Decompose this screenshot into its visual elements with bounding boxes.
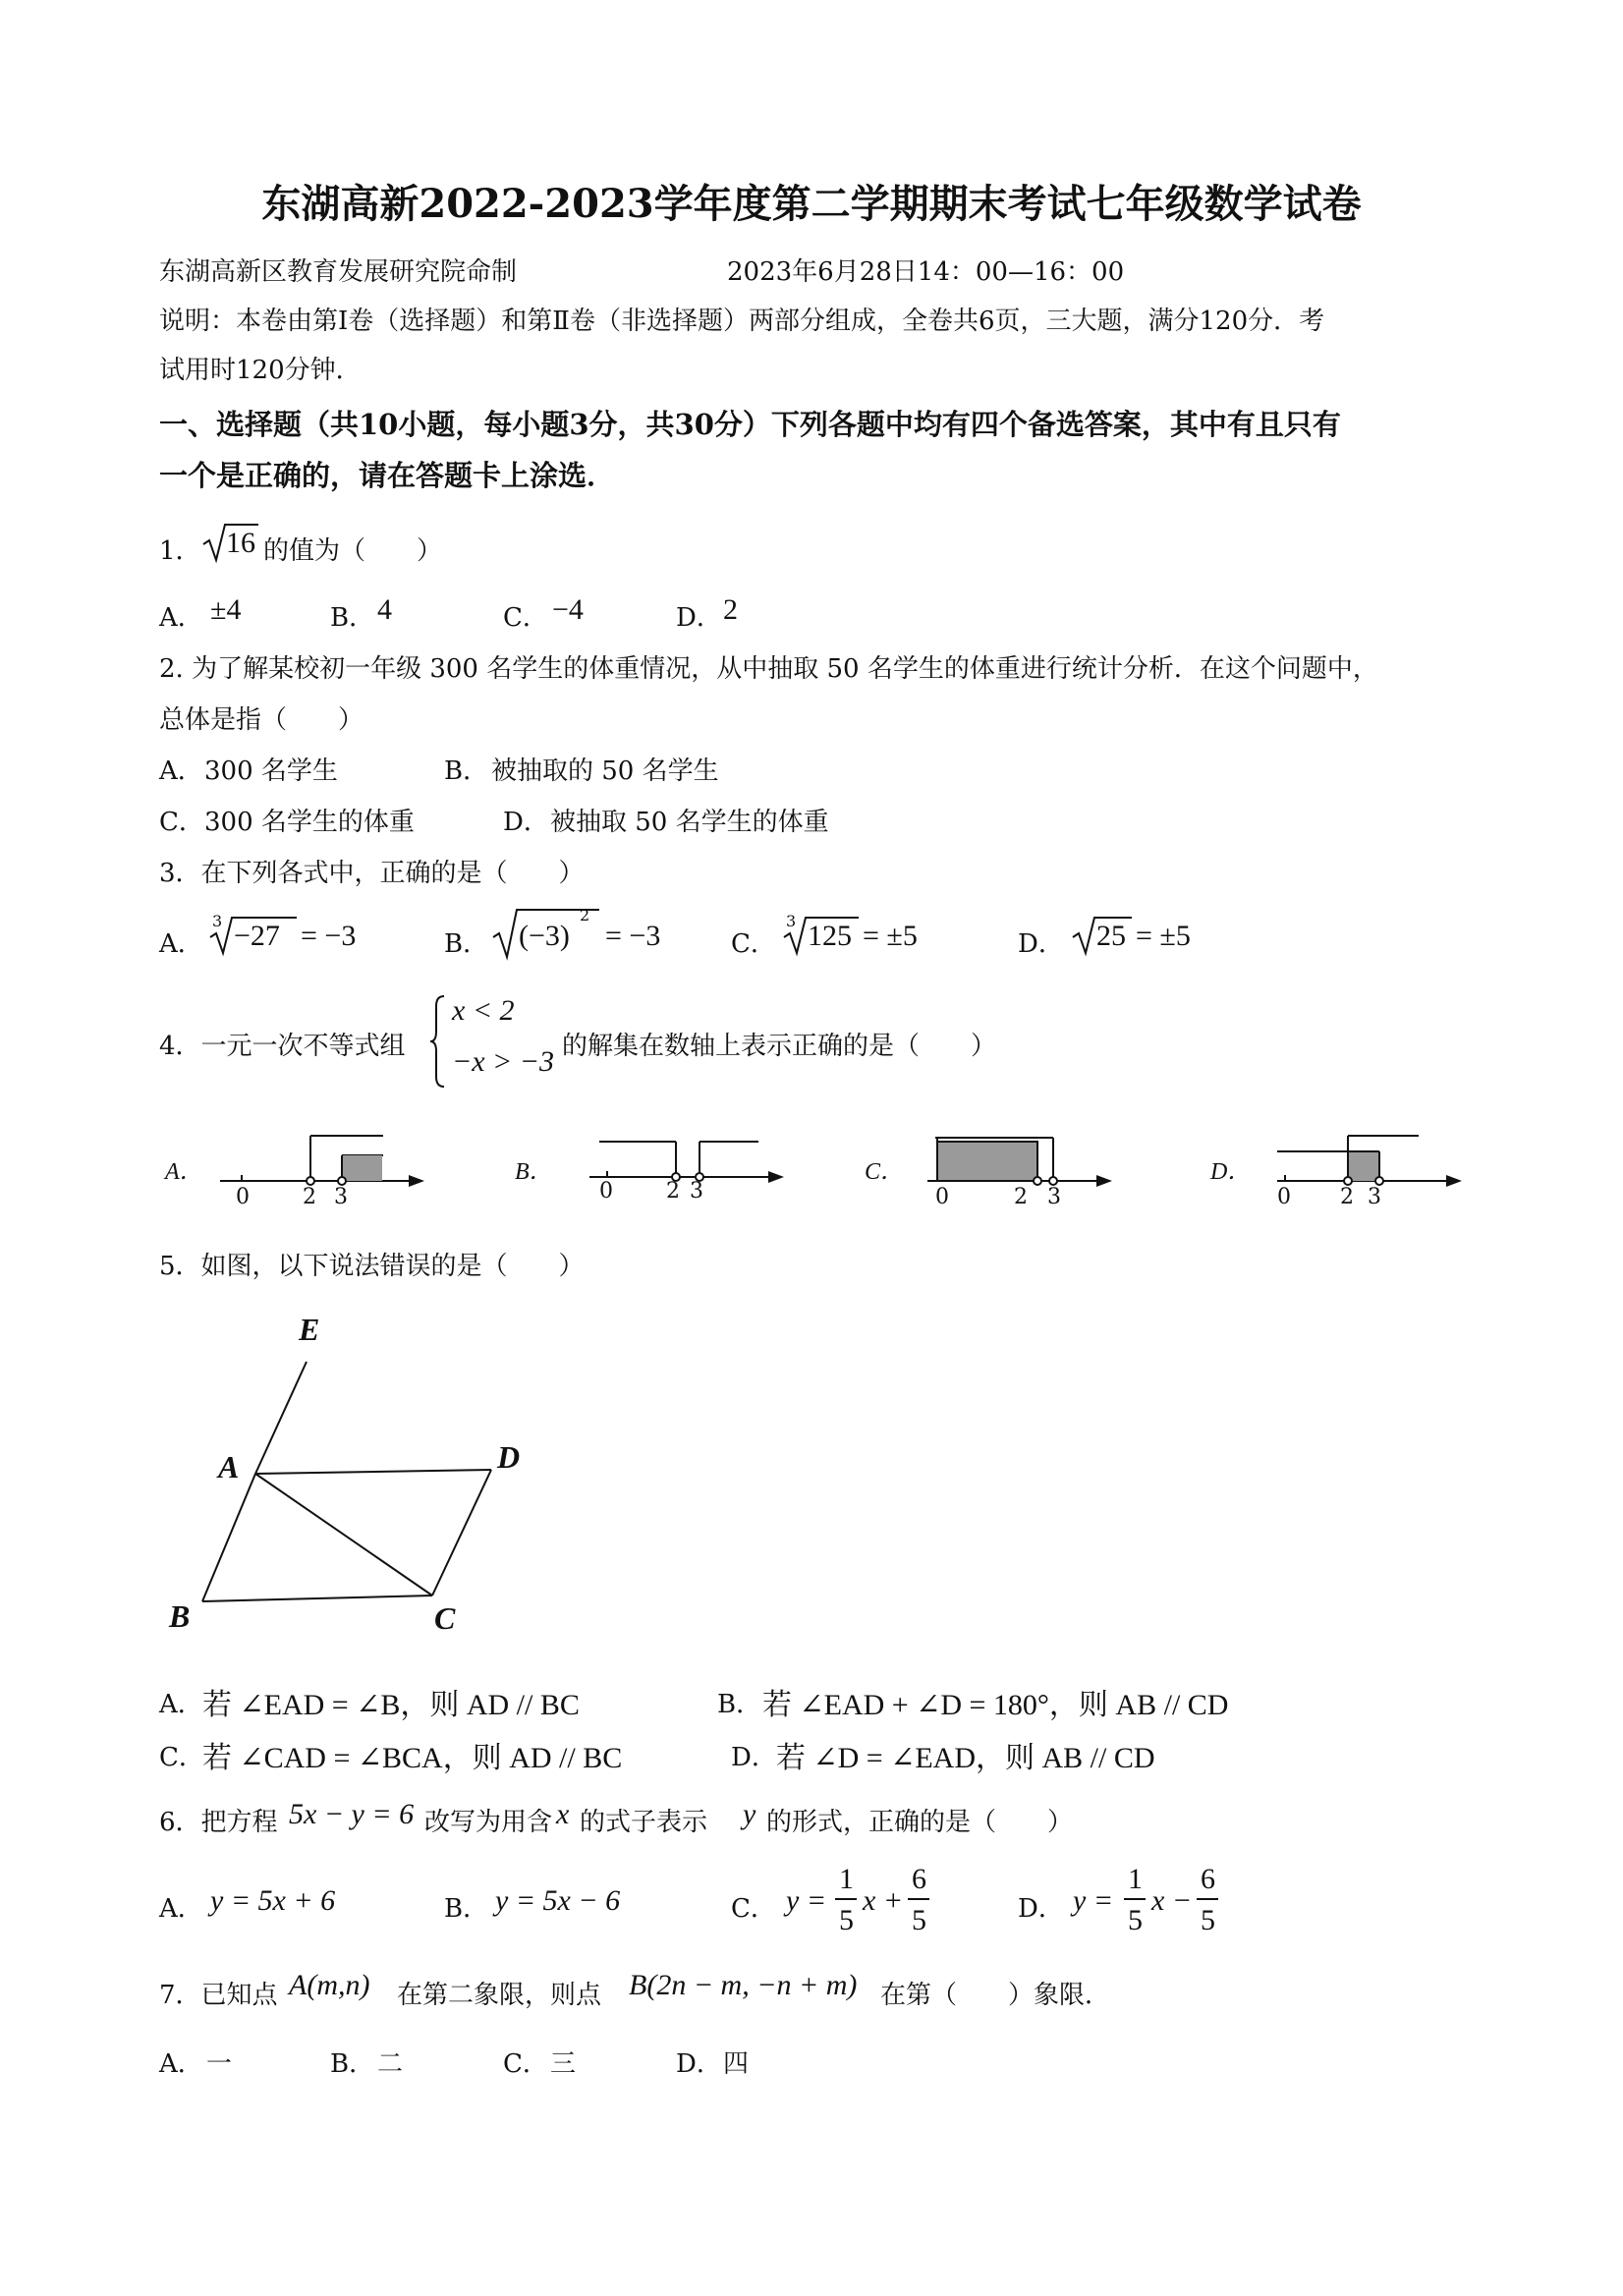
q4-inequality-1: x < 2 (452, 994, 515, 1027)
q6-stem-suffix: 的形式，正确的是（ ） (766, 1808, 1074, 1837)
q5-stem: 5．如图，以下说法错误的是（ ） (159, 1252, 585, 1281)
q3-option-c-radicand: 125 (808, 920, 852, 952)
q1-option-b-text: 4 (377, 593, 392, 626)
q7-prefix: 7．已知点 (159, 1981, 278, 2010)
q6-option-a-text: y = 5x + 6 (210, 1884, 336, 1917)
exam-datetime: 2023年6月28日14：00—16：00 (727, 257, 1125, 287)
q6-option-d-den2: 5 (1201, 1904, 1215, 1936)
q7-point-b: B(2n − m, −n + m) (629, 1969, 858, 2001)
q6-option-d-num2: 6 (1201, 1863, 1215, 1895)
q6-option-d-mid: x − (1151, 1884, 1193, 1917)
q7-option-a-text: 一 (206, 2049, 233, 2079)
q6-stem-mid2: 的式子表示 (580, 1808, 708, 1837)
q2-option-a-text: 300 名学生 (204, 756, 338, 786)
q3-option-b-rhs: = −3 (605, 920, 661, 952)
q4-prefix: 4．一元一次不等式组 (159, 1032, 406, 1061)
q3-option-c-index: 3 (786, 912, 797, 930)
q4-option-c-tick-3: 3 (1047, 1185, 1061, 1209)
q6-option-d-fraction-bar-1 (1124, 1898, 1146, 1900)
q4-option-d-tick-0: 0 (1277, 1185, 1291, 1209)
q1-option-c-label: C． (503, 603, 548, 633)
q2-option-c-label: C． (159, 808, 204, 837)
exam-title: 东湖高新2022-2023学年度第二学期期末考试七年级数学试卷 (261, 181, 1362, 227)
exam-issuer: 东湖高新区教育发展研究院命制 (159, 257, 518, 287)
point-e-label: E (299, 1312, 320, 1347)
q3-option-a-label: A． (159, 929, 203, 959)
q1-number: 1． (159, 536, 201, 566)
q4-option-d-tick-3: 3 (1368, 1185, 1381, 1209)
q2-option-c-text: 300 名学生的体重 (204, 808, 415, 837)
q3-option-d-radicand: 25 (1096, 920, 1126, 952)
q4-option-b-label: B． (515, 1159, 553, 1185)
q1-option-a-label: A． (159, 603, 203, 633)
q4-option-b-number-line (586, 1128, 792, 1210)
q6-option-b-label: B． (444, 1894, 489, 1924)
q6-equation: 5x − y = 6 (289, 1798, 415, 1830)
q4-option-a-tick-3: 3 (334, 1185, 348, 1209)
q2-option-b-text: 被抽取的 50 名学生 (491, 756, 719, 786)
q7-suffix: 在第（ ）象限． (880, 1981, 1111, 2010)
q4-option-a-tick-0: 0 (236, 1185, 250, 1209)
q2-stem-line1: 2. 为了解某校初一年级 300 名学生的体重情况，从中抽取 50 名学生的体重进行统计分析．在这个问题中， (159, 654, 1378, 684)
q5-option-a-label: A． (159, 1690, 203, 1719)
q3-option-d-label: D． (1018, 929, 1064, 959)
q6-option-d-fraction-bar-2 (1197, 1898, 1218, 1900)
q4-option-c-label: C． (865, 1159, 905, 1185)
q7-option-d-label: D． (676, 2049, 722, 2079)
q3-option-a-rhs: = −3 (301, 920, 357, 952)
q4-suffix: 的解集在数轴上表示正确的是（ ） (562, 1032, 997, 1061)
q3-option-d-rhs: = ±5 (1136, 920, 1191, 952)
q2-option-d-label: D． (503, 808, 549, 837)
q7-mid: 在第二象限，则点 (397, 1981, 602, 2010)
exam-note-line1: 说明：本卷由第Ⅰ卷（选择题）和第Ⅱ卷（非选择题）两部分组成，全卷共6页，三大题，满分120分．考 (159, 307, 1325, 336)
q1-radicand: 16 (226, 527, 255, 559)
section-heading-line2: 一个是正确的，请在答题卡上涂选． (159, 459, 616, 492)
q2-stem-line2: 总体是指（ ） (159, 705, 364, 735)
q6-option-c-den2: 5 (912, 1904, 926, 1936)
q6-option-d-lhs: y = (1073, 1884, 1114, 1917)
q7-option-b-label: B． (330, 2049, 375, 2079)
q6-option-d-num1: 1 (1128, 1863, 1143, 1895)
q6-option-d-den1: 5 (1128, 1904, 1143, 1936)
q7-option-c-label: C． (503, 2049, 548, 2079)
q3-option-b-radicand: (−3) (519, 920, 570, 952)
q5-geometry-figure (157, 1307, 550, 1660)
q1-option-a-text: ±4 (210, 593, 242, 626)
q4-option-c-tick-2: 2 (1014, 1185, 1028, 1209)
q4-option-a-tick-2: 2 (303, 1185, 316, 1209)
exam-note-line2: 试用时120分钟． (159, 356, 362, 385)
q1-option-b-label: B． (330, 603, 375, 633)
q4-option-d-label: D． (1210, 1159, 1252, 1185)
q6-option-c-mid: x + (863, 1884, 904, 1917)
q3-option-c-label: C． (731, 929, 776, 959)
q6-option-c-label: C． (731, 1894, 776, 1924)
point-a-label: A (218, 1449, 240, 1484)
q4-brace (428, 994, 448, 1089)
q7-point-a: A(m,n) (289, 1969, 370, 2001)
section-heading-line1: 一、选择题（共10小题，每小题3分，共30分）下列各题中均有四个备选答案，其中有且只有 (159, 408, 1341, 441)
q1-stem: 的值为（ ） (263, 536, 443, 566)
q4-option-b-tick-3: 3 (690, 1179, 703, 1204)
q2-option-a-label: A． (159, 756, 203, 786)
q4-option-d-tick-2: 2 (1340, 1185, 1354, 1209)
point-b-label: B (169, 1598, 191, 1634)
q5-option-a-text: 若 ∠EAD = ∠B，则 AD // BC (202, 1689, 580, 1721)
q2-option-d-text: 被抽取 50 名学生的体重 (550, 808, 829, 837)
q4-option-c-tick-0: 0 (935, 1185, 949, 1209)
q7-option-d-text: 四 (723, 2049, 750, 2079)
q5-option-b-text: 若 ∠EAD + ∠D = 180°，则 AB // CD (762, 1689, 1229, 1721)
q1-option-c-text: −4 (552, 593, 584, 626)
q3-option-a-index: 3 (212, 912, 223, 930)
q4-inequality-2: −x > −3 (452, 1045, 555, 1078)
point-d-label: D (497, 1439, 521, 1475)
q1-option-d-text: 2 (723, 593, 738, 626)
q3-option-c-rhs: = ±5 (863, 920, 918, 952)
q6-stem-mid: 改写为用含 (424, 1808, 553, 1837)
q6-option-b-text: y = 5x − 6 (495, 1884, 621, 1917)
q2-option-b-label: B． (444, 756, 489, 786)
q3-option-b-exp: 2 (580, 906, 590, 924)
q6-option-c-fraction-bar-1 (835, 1898, 857, 1900)
q6-var-x: x (556, 1798, 570, 1830)
q6-option-c-lhs: y = (786, 1884, 827, 1917)
q6-var-y: y (743, 1798, 756, 1830)
q5-option-d-text: 若 ∠D = ∠EAD，则 AB // CD (776, 1742, 1155, 1774)
q4-option-b-tick-0: 0 (599, 1179, 613, 1204)
q6-option-c-fraction-bar-2 (908, 1898, 929, 1900)
q3-option-b-label: B． (444, 929, 489, 959)
q5-option-c-label: C． (159, 1743, 204, 1772)
q7-option-c-text: 三 (550, 2049, 577, 2079)
q5-option-c-text: 若 ∠CAD = ∠BCA，则 AD // BC (202, 1742, 623, 1774)
q6-stem-prefix: 6．把方程 (159, 1808, 278, 1837)
q6-option-a-label: A． (159, 1894, 203, 1924)
point-c-label: C (434, 1600, 456, 1636)
q5-option-b-label: B． (717, 1690, 762, 1719)
q3-stem: 3．在下列各式中，正确的是（ ） (159, 859, 585, 888)
q1-option-d-label: D． (676, 603, 722, 633)
q4-option-a-label: A． (165, 1159, 203, 1185)
q7-option-b-text: 二 (377, 2049, 404, 2079)
q6-option-c-num1: 1 (839, 1863, 854, 1895)
q7-option-a-label: A． (159, 2049, 203, 2079)
q5-option-d-label: D． (731, 1743, 777, 1772)
q3-option-a-radicand: −27 (234, 920, 280, 952)
q6-option-c-den1: 5 (839, 1904, 854, 1936)
q6-option-d-label: D． (1018, 1894, 1064, 1924)
q6-option-c-num2: 6 (912, 1863, 926, 1895)
q4-option-b-tick-2: 2 (666, 1179, 680, 1204)
